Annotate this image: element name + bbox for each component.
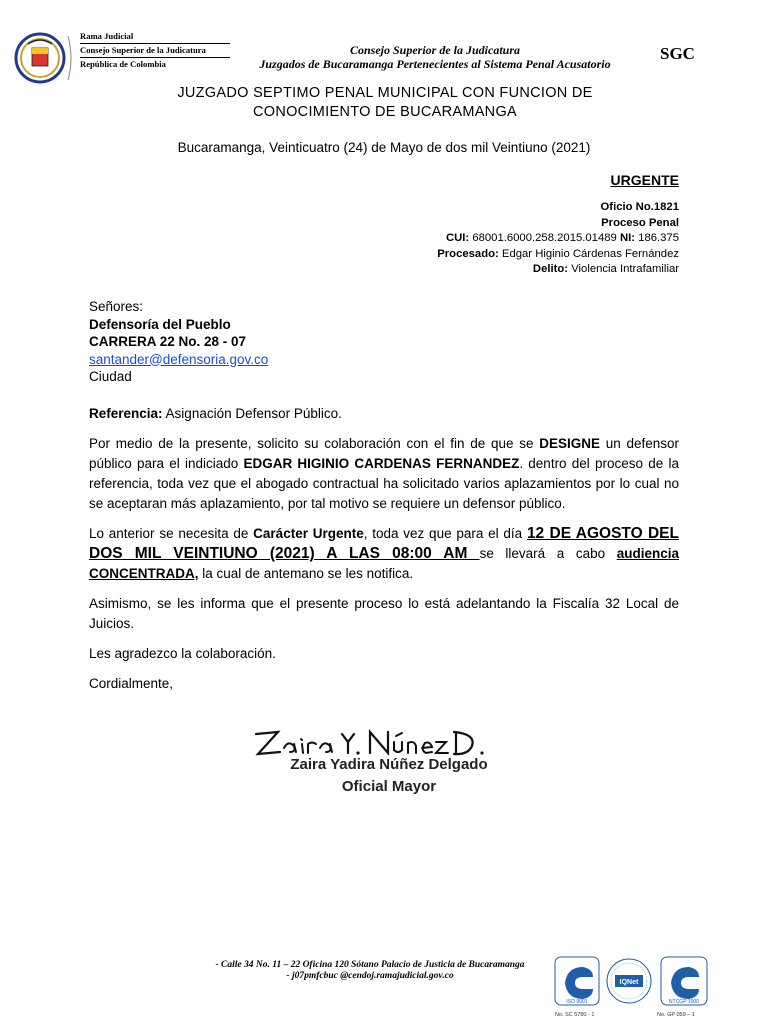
ni-value: 186.375 bbox=[638, 232, 679, 244]
court-title-line-2: CONOCIMIENTO DE BUCARAMANGA bbox=[252, 104, 518, 120]
logo-text-block bbox=[80, 31, 230, 70]
p1-text-a: Por medio de la presente, solicito su colaboración con el fin de que se bbox=[89, 436, 540, 451]
paragraph-5: Cordialmente, bbox=[89, 676, 174, 691]
logo-line-1: Rama Judicial bbox=[80, 31, 134, 41]
rama-judicial-logo bbox=[10, 30, 78, 86]
oficio-number: Oficio No.1821 bbox=[600, 201, 679, 213]
document-date: Bucaramanga, Veinticuatro (24) de Mayo de dos mil Veintiuno (2021) bbox=[177, 140, 591, 155]
urgente-label: URGENTE bbox=[610, 172, 679, 188]
recipient-address bbox=[89, 298, 268, 386]
p1-text-e: . dentro del proceso de la referencia, toda vez que el abogado contractual ha solicitado varios aplazamientos por lo cual no se aceptaran más aplazamiento, por tal motivo se requiere un defensor público. bbox=[89, 456, 679, 511]
p2-text-g: la cual de antemano se les notifica. bbox=[198, 566, 414, 581]
footer-line-1: - Calle 34 No. 11 – 22 Oficina 120 Sótano Palacio de Justicia de Bucaramanga bbox=[215, 960, 525, 970]
logo-divider bbox=[80, 57, 230, 58]
logo-line-2: Consejo Superior de la Judicatura bbox=[80, 45, 206, 55]
reference-value: Asignación Defensor Público. bbox=[162, 406, 342, 421]
paragraph-4: Les agradezco la colaboración. bbox=[89, 646, 276, 661]
procesado-line bbox=[437, 247, 679, 263]
letter-body bbox=[89, 404, 679, 704]
reference-line bbox=[89, 404, 679, 424]
ni-label: NI: bbox=[619, 232, 636, 244]
iso-9001-logo bbox=[555, 957, 599, 1005]
recipient-entity: Defensoría del Pueblo bbox=[89, 316, 231, 332]
reference-label: Referencia: bbox=[89, 406, 163, 421]
paragraph-2 bbox=[89, 524, 679, 584]
cert-label-iqnet: IQNet bbox=[619, 979, 639, 986]
p1-text-c: un defensor público para el indiciado bbox=[89, 436, 679, 471]
header-center-line-1: Consejo Superior de la Judicatura bbox=[349, 43, 521, 57]
logo-line-3: República de Colombia bbox=[80, 59, 166, 69]
signer-block bbox=[258, 754, 520, 798]
cui-label: CUI: bbox=[445, 232, 470, 244]
proceso-type: Proceso Penal bbox=[601, 216, 679, 229]
p2-caracter-urgente: Carácter Urgente bbox=[253, 526, 364, 541]
paragraph-1 bbox=[89, 434, 679, 514]
p2-hearing-date: 12 DE AGOSTO DEL DOS MIL VEINTIUNO (2021) A LAS 08:00 AM bbox=[89, 525, 679, 562]
p2-audiencia: audiencia CONCENTRADA, bbox=[89, 546, 679, 581]
iqnet-logo bbox=[607, 959, 651, 1003]
reference-block bbox=[437, 200, 679, 278]
certification-logos bbox=[553, 955, 713, 1020]
salutation: Señores: bbox=[89, 299, 144, 314]
signer-role: Oficial Mayor bbox=[341, 778, 437, 795]
paragraph-3: Asimismo, se les informa que el presente proceso lo está adelantando la Fiscalía 32 Local de Juicios. bbox=[89, 596, 679, 631]
recipient-city: Ciudad bbox=[89, 369, 132, 384]
cert-label-iso: ISO 9001 bbox=[566, 999, 588, 1005]
header-center bbox=[220, 43, 650, 71]
delito-line bbox=[437, 262, 679, 278]
cert-label-ntcgp: NTCGP 1000 bbox=[669, 999, 699, 1005]
recipient-email-link[interactable]: santander@defensoria.gov.co bbox=[89, 351, 269, 367]
footer-line-2: - j07pmfcbuc @cendoj.ramajudicial.gov.co bbox=[286, 971, 454, 981]
procesado-label: Procesado: bbox=[437, 247, 499, 260]
sgc-label: SGC bbox=[660, 44, 695, 63]
logo-divider bbox=[80, 43, 230, 44]
recipient-street: CARRERA 22 No. 28 - 07 bbox=[89, 334, 247, 349]
delito-label: Delito: bbox=[532, 263, 569, 275]
p2-text-c: , toda vez que para el día bbox=[363, 526, 527, 541]
signer-name: Zaira Yadira Núñez Delgado bbox=[290, 756, 488, 773]
p1-designe: DESIGNE bbox=[539, 436, 600, 451]
cert-code-1: No. SC 5780 - 1 bbox=[555, 1012, 595, 1018]
court-title bbox=[100, 84, 670, 122]
cui-line bbox=[437, 231, 679, 247]
p2-text-e: se llevará a cabo bbox=[479, 546, 617, 561]
footer-address bbox=[160, 960, 580, 982]
cui-value: 68001.6000.258.2015.01489 bbox=[472, 232, 617, 244]
delito-value: Violencia Intrafamiliar bbox=[571, 263, 679, 275]
p1-indiciado: EDGAR HIGINIO CARDENAS FERNANDEZ bbox=[243, 456, 520, 471]
cert-code-2: No. GP 059 – 1 bbox=[657, 1012, 695, 1018]
ntcgp-logo bbox=[661, 957, 707, 1005]
p2-text-a: Lo anterior se necesita de bbox=[89, 526, 254, 541]
court-title-line-1: JUZGADO SEPTIMO PENAL MUNICIPAL CON FUNCION DE bbox=[177, 85, 593, 101]
header-center-line-2: Juzgados de Bucaramanga Pertenecientes al Sistema Penal Acusatorio bbox=[259, 57, 611, 71]
procesado-value: Edgar Higinio Cárdenas Fernández bbox=[501, 247, 679, 260]
